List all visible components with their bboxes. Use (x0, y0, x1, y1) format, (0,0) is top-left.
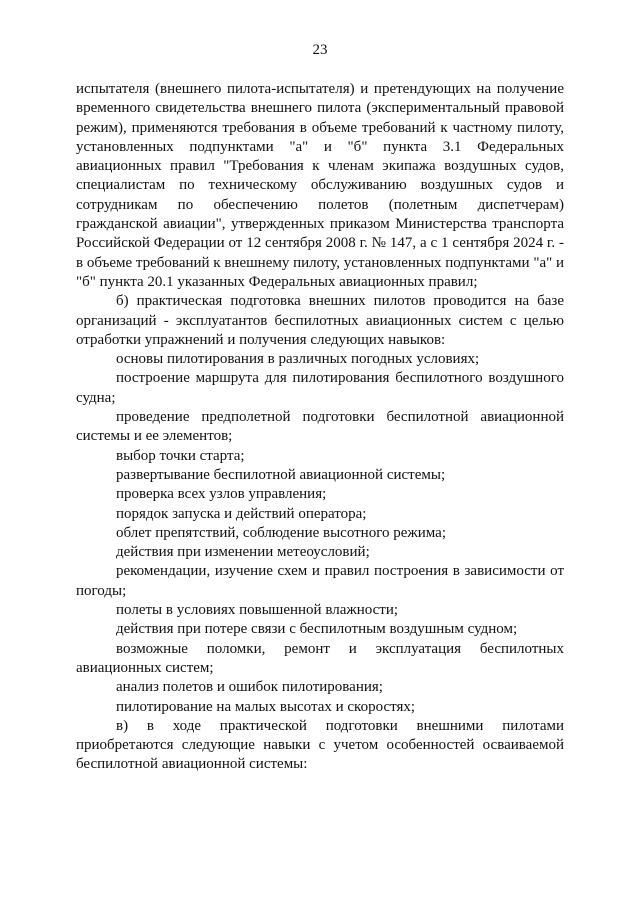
skill-item: построение маршрута для пилотирования беспилотного воздушного судна; (76, 370, 564, 406)
skill-item: основы пилотирования в различных погодных условиях; (116, 351, 480, 368)
paragraph-continuation: испытателя (внешнего пилота-испытателя) и претендующих на получение временного свидетельства внешнего пилота (экспериментальный правовой режим), применяются требования в объеме требований к частному пилоту, установленных подпунктами "а" и "б" пункта 3.1 Федеральных авиационных правил "Требования к членам экипажа воздушных судов, специалистам по техническому обслуживанию воздушных судов и сотрудникам по обеспечению полетов (полетным диспетчерам) гражданской авиации", утвержденных приказом Министерства транспорта Российской Федерации от 12 сентября 2008 г. № 147, а с 1 сентября 2024 г. - в объеме требований к внешнему пилоту, установленных подпунктами "а" и "б" пункта 20.1 указанных Федеральных авиационных правил; (76, 81, 564, 290)
paragraph-item-b: б) практическая подготовка внешних пилотов проводится на базе организаций - эксплуатантов беспилотных авиационных систем с целью отработки упражнений и получения следующих навыков: (76, 293, 564, 348)
page-number: 23 (312, 42, 328, 58)
paragraph-item-v: в) в ходе практической подготовки внешними пилотами приобретаются следующие навыки с учетом особенностей осваиваемой беспилотной авиационной системы: (76, 717, 564, 773)
skill-item: выбор точки старта; (116, 447, 245, 464)
skill-item: проведение предполетной подготовки беспилотной авиационной системы и ее элементов; (76, 409, 564, 445)
skill-item: проверка всех узлов управления; (116, 486, 327, 503)
skill-item: пилотирование на малых высотах и скоростях; (116, 698, 416, 715)
skill-item: развертывание беспилотной авиационной системы; (116, 466, 446, 483)
skill-item: рекомендации, изучение схем и правил построения в зависимости от погоды; (76, 563, 564, 599)
document-body (76, 80, 564, 775)
skill-item: действия при изменении метеоусловий; (116, 544, 370, 561)
skill-item: возможные поломки, ремонт и эксплуатация беспилотных авиационных систем; (76, 640, 564, 676)
skill-item: облет препятствий, соблюдение высотного режима; (116, 524, 446, 541)
skill-item: порядок запуска и действий оператора; (116, 505, 367, 522)
skill-item: полеты в условиях повышенной влажности; (116, 602, 399, 619)
skill-item: анализ полетов и ошибок пилотирования; (116, 679, 383, 696)
skill-item: действия при потере связи с беспилотным воздушным судном; (116, 621, 518, 638)
